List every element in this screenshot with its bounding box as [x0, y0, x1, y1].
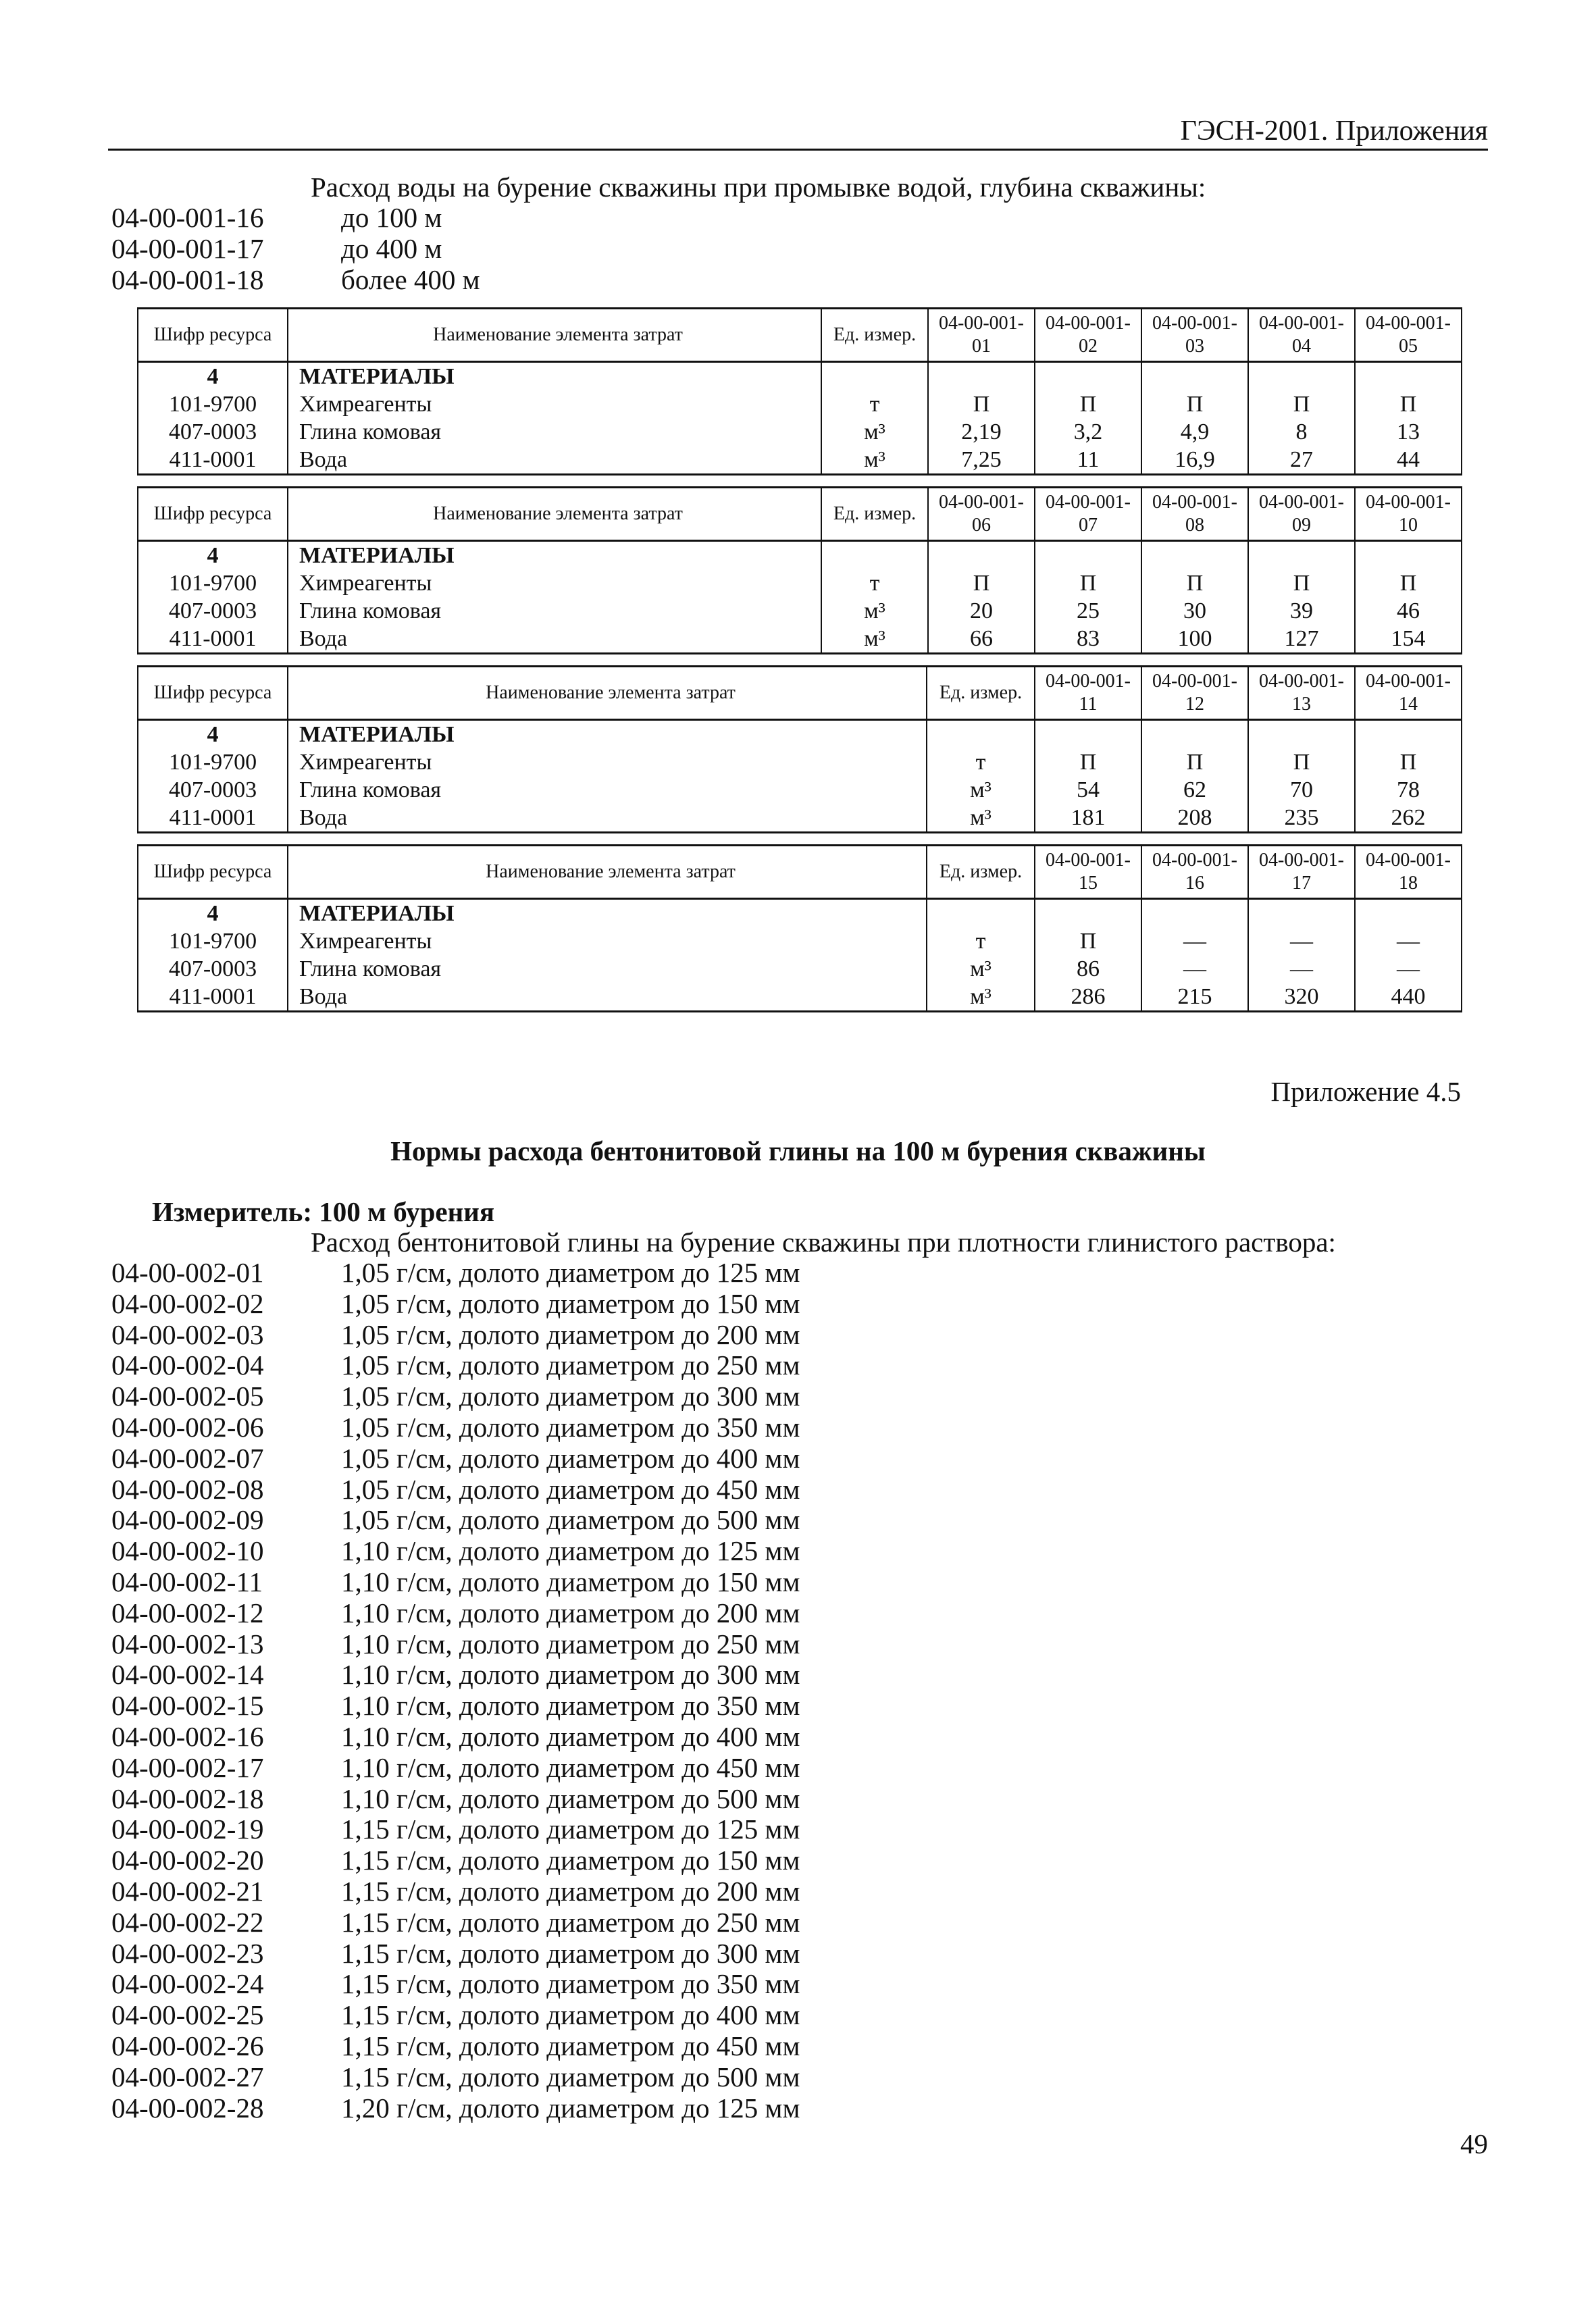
- norm-value: 2,19: [928, 418, 1035, 446]
- norm-value: П: [1035, 390, 1141, 418]
- norm-description: 1,05 г/см, долото диаметром до 400 мм: [341, 1443, 800, 1474]
- resource-unit: т: [821, 569, 928, 597]
- resource-unit: м³: [821, 625, 928, 654]
- norm-description: 1,05 г/см, долото диаметром до 450 мм: [341, 1474, 800, 1505]
- norm-value: П: [928, 390, 1035, 418]
- resource-name: Химреагенты: [288, 748, 927, 776]
- norm-value: [1248, 899, 1355, 928]
- section1-text: более 400 м: [341, 264, 480, 295]
- norm-value: [1248, 541, 1355, 570]
- header-norm-code: 04-00-001-14: [1355, 667, 1462, 720]
- table-row: [138, 597, 1462, 625]
- resource-code: 411-0001: [138, 804, 288, 833]
- norm-value: П: [1248, 569, 1355, 597]
- header-code: Шифр ресурса: [138, 846, 288, 899]
- norm-code: 04-00-002-12: [111, 1597, 264, 1628]
- norm-code: 04-00-002-27: [111, 2061, 264, 2092]
- norm-value: [1248, 720, 1355, 749]
- header-norm-code: 04-00-001-15: [1035, 846, 1141, 899]
- measure-unit: Измеритель: 100 м бурения: [152, 1196, 495, 1227]
- resource-name: Глина комовая: [288, 418, 821, 446]
- norm-value: П: [1355, 390, 1462, 418]
- norm-description: 1,10 г/см, долото диаметром до 300 мм: [341, 1659, 800, 1690]
- header-norm-code: 04-00-001-11: [1035, 667, 1141, 720]
- norm-description: 1,15 г/см, долото диаметром до 450 мм: [341, 2030, 800, 2061]
- section1-text: до 400 м: [341, 233, 442, 264]
- resource-unit: м³: [821, 418, 928, 446]
- norm-value: 181: [1035, 804, 1141, 833]
- norm-value: [928, 362, 1035, 391]
- table-row: [138, 927, 1462, 955]
- norm-value: [1355, 362, 1462, 391]
- norm-code: 04-00-002-20: [111, 1845, 264, 1876]
- resource-name: Глина комовая: [288, 955, 927, 983]
- norm-description: 1,15 г/см, долото диаметром до 150 мм: [341, 1845, 800, 1876]
- norm-code: 04-00-002-25: [111, 1999, 264, 2030]
- norm-value: [1141, 899, 1248, 928]
- header-norm-code: 04-00-001-04: [1248, 309, 1355, 362]
- norm-description: 1,10 г/см, долото диаметром до 450 мм: [341, 1752, 800, 1783]
- resource-name: Глина комовая: [288, 597, 821, 625]
- header-norm-code: 04-00-001-01: [928, 309, 1035, 362]
- norm-description: 1,10 г/см, долото диаметром до 150 мм: [341, 1566, 800, 1597]
- section1-code: 04-00-001-16: [111, 202, 264, 233]
- norm-value: [928, 541, 1035, 570]
- norm-code: 04-00-002-22: [111, 1907, 264, 1938]
- norm-description: 1,05 г/см, долото диаметром до 300 мм: [341, 1381, 800, 1412]
- norm-value: [1141, 720, 1248, 749]
- header-name: Наименование элемента затрат: [288, 488, 821, 541]
- norm-value: [1035, 541, 1141, 570]
- norm-value: 46: [1355, 597, 1462, 625]
- norm-code: 04-00-002-06: [111, 1412, 264, 1443]
- norm-value: П: [928, 569, 1035, 597]
- resource-unit: м³: [927, 955, 1035, 983]
- norm-description: 1,15 г/см, долото диаметром до 300 мм: [341, 1938, 800, 1969]
- norm-code: 04-00-002-18: [111, 1783, 264, 1814]
- resource-code: 407-0003: [138, 597, 288, 625]
- resource-unit: т: [927, 748, 1035, 776]
- norm-description: 1,05 г/см, долото диаметром до 500 мм: [341, 1504, 800, 1535]
- norm-value: П: [1035, 748, 1141, 776]
- section1-code: 04-00-001-17: [111, 233, 264, 264]
- resource-unit: м³: [927, 804, 1035, 833]
- resource-name: Химреагенты: [288, 390, 821, 418]
- resource-name: МАТЕРИАЛЫ: [288, 362, 821, 391]
- section1-text: до 100 м: [341, 202, 442, 233]
- norm-value: 286: [1035, 983, 1141, 1012]
- norm-value: 66: [928, 625, 1035, 654]
- norm-value: П: [1355, 748, 1462, 776]
- table-row: [138, 804, 1462, 833]
- norm-value: [1355, 720, 1462, 749]
- table-header-row: [138, 309, 1462, 362]
- resource-code: 4: [138, 362, 288, 391]
- norm-value: 215: [1141, 983, 1248, 1012]
- norm-value: П: [1141, 748, 1248, 776]
- resource-name: Химреагенты: [288, 927, 927, 955]
- table-row: [138, 569, 1462, 597]
- norm-value: 235: [1248, 804, 1355, 833]
- norm-description: 1,15 г/см, долото диаметром до 250 мм: [341, 1907, 800, 1938]
- norm-value: 7,25: [928, 446, 1035, 475]
- header-name: Наименование элемента затрат: [288, 846, 927, 899]
- norm-code: 04-00-002-01: [111, 1257, 264, 1288]
- table-row: [138, 983, 1462, 1012]
- norm-description: 1,10 г/см, долото диаметром до 400 мм: [341, 1721, 800, 1752]
- norm-value: П: [1035, 569, 1141, 597]
- norm-value: [1035, 899, 1141, 928]
- norm-description: 1,05 г/см, долото диаметром до 250 мм: [341, 1349, 800, 1381]
- resource-code: 4: [138, 720, 288, 749]
- norm-code: 04-00-002-14: [111, 1659, 264, 1690]
- resource-unit: м³: [927, 776, 1035, 804]
- section-title: Нормы расхода бентонитовой глины на 100 м бурения скважины: [390, 1135, 1206, 1166]
- resource-code: 101-9700: [138, 390, 288, 418]
- norm-code: 04-00-002-08: [111, 1474, 264, 1505]
- norm-code: 04-00-002-09: [111, 1504, 264, 1535]
- header-code: Шифр ресурса: [138, 309, 288, 362]
- norm-value: 13: [1355, 418, 1462, 446]
- norm-description: 1,15 г/см, долото диаметром до 500 мм: [341, 2061, 800, 2092]
- table-row: [138, 418, 1462, 446]
- norm-value: 11: [1035, 446, 1141, 475]
- section1-code: 04-00-001-18: [111, 264, 264, 295]
- table-row: [138, 541, 1462, 570]
- norm-value: 127: [1248, 625, 1355, 654]
- norm-value: 27: [1248, 446, 1355, 475]
- norm-description: 1,15 г/см, долото диаметром до 350 мм: [341, 1968, 800, 1999]
- header-code: Шифр ресурса: [138, 667, 288, 720]
- resource-table: [137, 307, 1462, 475]
- norm-code: 04-00-002-21: [111, 1876, 264, 1907]
- norm-value: 78: [1355, 776, 1462, 804]
- resource-name: Химреагенты: [288, 569, 821, 597]
- header-norm-code: 04-00-001-13: [1248, 667, 1355, 720]
- norm-value: —: [1355, 927, 1462, 955]
- norm-code: 04-00-002-26: [111, 2030, 264, 2061]
- resource-code: 407-0003: [138, 418, 288, 446]
- header-code: Шифр ресурса: [138, 488, 288, 541]
- norm-value: П: [1248, 390, 1355, 418]
- table-row: [138, 955, 1462, 983]
- table-row: [138, 390, 1462, 418]
- table-row: [138, 720, 1462, 749]
- header-norm-code: 04-00-001-10: [1355, 488, 1462, 541]
- norm-value: —: [1141, 927, 1248, 955]
- table-header-row: [138, 667, 1462, 720]
- header-unit: Ед. измер.: [927, 846, 1035, 899]
- header-rule: [108, 149, 1488, 151]
- header-norm-code: 04-00-001-06: [928, 488, 1035, 541]
- table-row: [138, 362, 1462, 391]
- table-row: [138, 446, 1462, 475]
- table-row: [138, 625, 1462, 654]
- norm-value: —: [1248, 955, 1355, 983]
- resource-name: Вода: [288, 625, 821, 654]
- norm-value: 100: [1141, 625, 1248, 654]
- resource-name: Вода: [288, 804, 927, 833]
- norm-code: 04-00-002-13: [111, 1628, 264, 1660]
- norm-value: 39: [1248, 597, 1355, 625]
- norm-code: 04-00-002-04: [111, 1349, 264, 1381]
- resource-code: 411-0001: [138, 446, 288, 475]
- table-header-row: [138, 846, 1462, 899]
- norm-value: 70: [1248, 776, 1355, 804]
- norm-value: П: [1248, 748, 1355, 776]
- norm-value: [1035, 720, 1141, 749]
- norm-code: 04-00-002-28: [111, 2092, 264, 2124]
- norm-description: 1,10 г/см, долото диаметром до 500 мм: [341, 1783, 800, 1814]
- resource-name: МАТЕРИАЛЫ: [288, 541, 821, 570]
- resource-code: 407-0003: [138, 776, 288, 804]
- norm-description: 1,10 г/см, долото диаметром до 350 мм: [341, 1690, 800, 1721]
- norm-description: 1,10 г/см, долото диаметром до 200 мм: [341, 1597, 800, 1628]
- norm-value: [1141, 362, 1248, 391]
- resource-name: Глина комовая: [288, 776, 927, 804]
- norm-code: 04-00-002-15: [111, 1690, 264, 1721]
- norm-code: 04-00-002-17: [111, 1752, 264, 1783]
- resource-name: Вода: [288, 446, 821, 475]
- norm-value: 86: [1035, 955, 1141, 983]
- resource-code: 407-0003: [138, 955, 288, 983]
- resource-table: [137, 665, 1462, 833]
- norm-code: 04-00-002-03: [111, 1319, 264, 1350]
- resource-name: МАТЕРИАЛЫ: [288, 899, 927, 928]
- page-header-title: ГЭСН-2001. Приложения: [1180, 115, 1488, 147]
- resource-unit: [821, 541, 928, 570]
- table-row: [138, 776, 1462, 804]
- norm-description: 1,10 г/см, долото диаметром до 250 мм: [341, 1628, 800, 1660]
- header-unit: Ед. измер.: [821, 488, 928, 541]
- resource-code: 101-9700: [138, 927, 288, 955]
- norm-value: 8: [1248, 418, 1355, 446]
- header-norm-code: 04-00-001-05: [1355, 309, 1462, 362]
- norm-value: 262: [1355, 804, 1462, 833]
- section2-intro: Расход бентонитовой глины на бурение скважины при плотности глинистого раствора:: [311, 1227, 1336, 1258]
- header-norm-code: 04-00-001-09: [1248, 488, 1355, 541]
- resource-code: 4: [138, 899, 288, 928]
- appendix-label: Приложение 4.5: [1270, 1076, 1461, 1107]
- norm-description: 1,10 г/см, долото диаметром до 125 мм: [341, 1535, 800, 1566]
- table-header-row: [138, 488, 1462, 541]
- norm-value: [1248, 362, 1355, 391]
- norm-value: П: [1035, 927, 1141, 955]
- resource-unit: [927, 720, 1035, 749]
- table-row: [138, 748, 1462, 776]
- norm-value: 440: [1355, 983, 1462, 1012]
- norm-description: 1,20 г/см, долото диаметром до 125 мм: [341, 2092, 800, 2124]
- norm-value: [1035, 362, 1141, 391]
- norm-value: [1355, 541, 1462, 570]
- norm-value: [1141, 541, 1248, 570]
- header-unit: Ед. измер.: [821, 309, 928, 362]
- norm-description: 1,15 г/см, долото диаметром до 400 мм: [341, 1999, 800, 2030]
- norm-code: 04-00-002-23: [111, 1938, 264, 1969]
- norm-code: 04-00-002-07: [111, 1443, 264, 1474]
- norm-code: 04-00-002-19: [111, 1814, 264, 1845]
- norm-value: —: [1141, 955, 1248, 983]
- header-norm-code: 04-00-001-02: [1035, 309, 1141, 362]
- norm-value: —: [1355, 955, 1462, 983]
- resource-code: 101-9700: [138, 748, 288, 776]
- norm-code: 04-00-002-24: [111, 1968, 264, 1999]
- header-norm-code: 04-00-001-07: [1035, 488, 1141, 541]
- norm-value: [1355, 899, 1462, 928]
- resource-unit: т: [927, 927, 1035, 955]
- norm-value: 54: [1035, 776, 1141, 804]
- header-norm-code: 04-00-001-17: [1248, 846, 1355, 899]
- norm-value: 4,9: [1141, 418, 1248, 446]
- norm-value: 30: [1141, 597, 1248, 625]
- norm-value: 3,2: [1035, 418, 1141, 446]
- norm-description: 1,05 г/см, долото диаметром до 200 мм: [341, 1319, 800, 1350]
- norm-code: 04-00-002-02: [111, 1288, 264, 1319]
- resource-code: 4: [138, 541, 288, 570]
- header-norm-code: 04-00-001-12: [1141, 667, 1248, 720]
- resource-name: Вода: [288, 983, 927, 1012]
- header-norm-code: 04-00-001-18: [1355, 846, 1462, 899]
- norm-value: 20: [928, 597, 1035, 625]
- norm-value: П: [1141, 569, 1248, 597]
- norm-value: 154: [1355, 625, 1462, 654]
- header-norm-code: 04-00-001-16: [1141, 846, 1248, 899]
- norm-value: П: [1141, 390, 1248, 418]
- resource-unit: м³: [821, 597, 928, 625]
- resource-code: 411-0001: [138, 625, 288, 654]
- resource-table: [137, 844, 1462, 1012]
- norm-description: 1,05 г/см, долото диаметром до 150 мм: [341, 1288, 800, 1319]
- header-name: Наименование элемента затрат: [288, 667, 927, 720]
- resource-unit: т: [821, 390, 928, 418]
- header-name: Наименование элемента затрат: [288, 309, 821, 362]
- resource-unit: [927, 899, 1035, 928]
- norm-description: 1,15 г/см, долото диаметром до 125 мм: [341, 1814, 800, 1845]
- norm-value: П: [1355, 569, 1462, 597]
- norm-code: 04-00-002-16: [111, 1721, 264, 1752]
- page-number: 49: [1460, 2128, 1488, 2159]
- norm-description: 1,05 г/см, долото диаметром до 350 мм: [341, 1412, 800, 1443]
- norm-value: 208: [1141, 804, 1248, 833]
- norm-value: 62: [1141, 776, 1248, 804]
- resource-name: МАТЕРИАЛЫ: [288, 720, 927, 749]
- norm-code: 04-00-002-10: [111, 1535, 264, 1566]
- resource-unit: м³: [821, 446, 928, 475]
- norm-value: 320: [1248, 983, 1355, 1012]
- resource-unit: м³: [927, 983, 1035, 1012]
- norm-value: —: [1248, 927, 1355, 955]
- norm-code: 04-00-002-11: [111, 1566, 263, 1597]
- resource-unit: [821, 362, 928, 391]
- resource-table: [137, 486, 1462, 654]
- norm-value: 44: [1355, 446, 1462, 475]
- section1-intro: Расход воды на бурение скважины при промывке водой, глубина скважины:: [311, 172, 1206, 203]
- resource-code: 411-0001: [138, 983, 288, 1012]
- header-norm-code: 04-00-001-03: [1141, 309, 1248, 362]
- norm-value: 16,9: [1141, 446, 1248, 475]
- header-norm-code: 04-00-001-08: [1141, 488, 1248, 541]
- resource-code: 101-9700: [138, 569, 288, 597]
- norm-value: 25: [1035, 597, 1141, 625]
- table-row: [138, 899, 1462, 928]
- norm-description: 1,05 г/см, долото диаметром до 125 мм: [341, 1257, 800, 1288]
- header-unit: Ед. измер.: [927, 667, 1035, 720]
- norm-code: 04-00-002-05: [111, 1381, 264, 1412]
- norm-value: 83: [1035, 625, 1141, 654]
- norm-description: 1,15 г/см, долото диаметром до 200 мм: [341, 1876, 800, 1907]
